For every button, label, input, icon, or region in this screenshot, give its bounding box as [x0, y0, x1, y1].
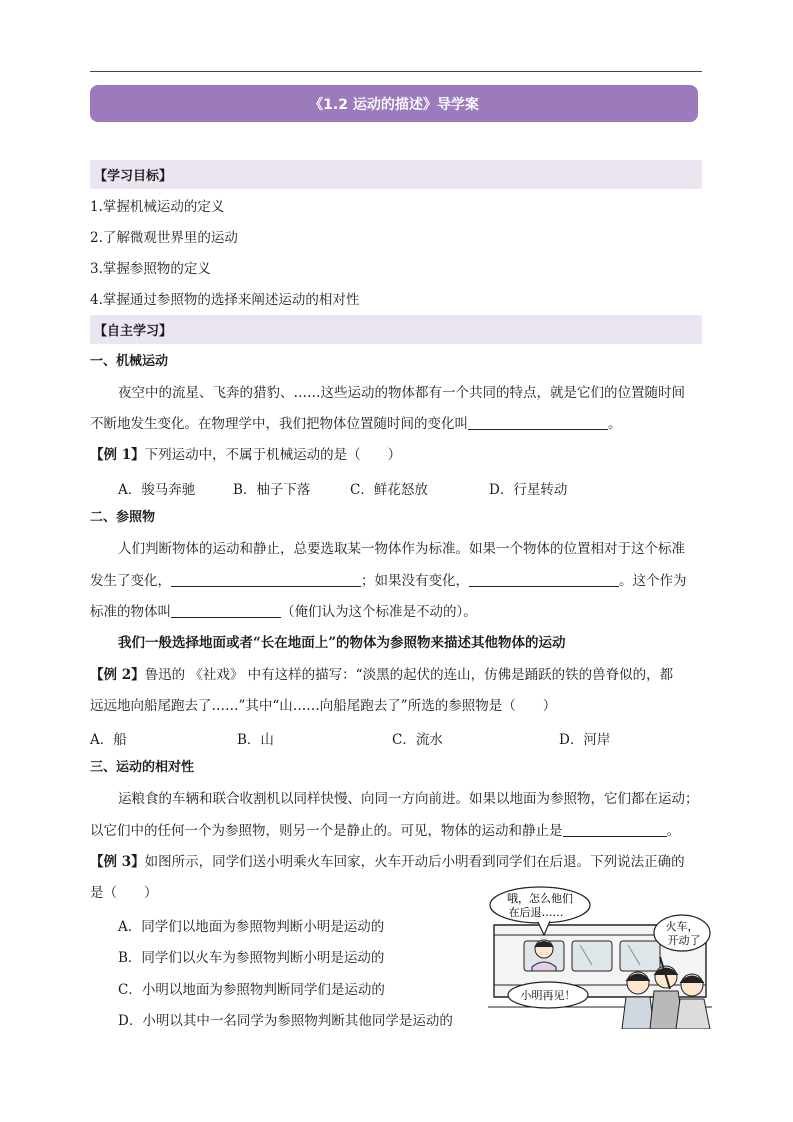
fill-blank[interactable] — [563, 823, 667, 837]
paragraph-text: 不断地发生变化。在物理学中，我们把物体位置随时间的变化叫 — [90, 416, 468, 432]
option-c: C．流水 — [392, 732, 443, 748]
header-rule — [90, 71, 702, 72]
option-d: D．行星转动 — [489, 482, 568, 498]
objective-item: 4.掌握通过参照物的选择来阐述运动的相对性 — [90, 292, 360, 308]
example-2-question — [90, 666, 673, 684]
section-header-objectives — [90, 160, 702, 189]
objective-item: 2.了解微观世界里的运动 — [90, 230, 238, 246]
heading-relativity: 三、运动的相对性 — [90, 760, 195, 775]
option-d: D．河岸 — [559, 732, 611, 748]
section-header-objectives-text: 【学习目标】 — [94, 169, 173, 184]
option-b: B．山 — [237, 732, 274, 748]
paragraph-line — [90, 415, 622, 433]
fill-blank[interactable] — [468, 416, 608, 430]
option-d: D．小明以其中一名同学为参照物判断其他同学是运动的 — [118, 1013, 453, 1029]
bubble-text: 哦，怎么他们 — [507, 892, 573, 905]
page-title-text: 《1.2 运动的描述》导学案 — [309, 96, 479, 113]
paragraph-line: 运粮食的车辆和联合收割机以同样快慢、向同一方向前进。如果以地面为参照物，它们都在运动； — [118, 791, 699, 807]
option-a: A．同学们以地面为参照物判断小明是运动的 — [118, 919, 385, 935]
train-farewell-illustration — [488, 885, 712, 1029]
paragraph-text: ；如果没有变化， — [361, 573, 469, 589]
bubble-text: 小明再见！ — [520, 989, 576, 1002]
section-header-self-study — [90, 315, 702, 344]
example-tag: 【例 2】 — [90, 667, 145, 683]
bubble-text: 在后退…… — [508, 906, 564, 919]
fill-blank[interactable] — [469, 573, 619, 587]
heading-mechanical-motion: 一、机械运动 — [90, 354, 169, 369]
paragraph-line — [90, 603, 477, 621]
paragraph-text: 。 — [666, 823, 680, 839]
example-text: 鲁迅的 《社戏》 中有这样的描写：“淡黑的起伏的连山，仿佛是踊跃的铁的兽脊似的，都 — [144, 667, 674, 683]
paragraph-line — [90, 822, 680, 840]
example-2-question-cont: 远远地向船尾跑去了……”其中“山……向船尾跑去了”所选的参照物是（ ） — [90, 698, 557, 714]
example-tag: 【例 1】 — [90, 447, 145, 463]
paragraph-text: 以它们中的任何一个为参照物，则另一个是静止的。可见，物体的运动和静止是 — [90, 823, 563, 839]
example-3-question — [90, 853, 685, 871]
example-tag: 【例 3】 — [90, 854, 145, 870]
fill-blank[interactable] — [171, 573, 361, 587]
fill-blank[interactable] — [171, 604, 281, 618]
option-a: A．骏马奔驰 — [118, 482, 196, 498]
option-c: C．小明以地面为参照物判断同学们是运动的 — [118, 982, 385, 998]
paragraph-text: 。 — [608, 416, 622, 432]
option-b: B．柚子下落 — [233, 482, 311, 498]
paragraph-text: 标准的物体叫 — [90, 604, 171, 620]
paragraph-text: （俺们认为这个标准是不动的）。 — [281, 604, 477, 620]
bubble-text: 火车， — [665, 920, 699, 933]
section-header-self-study-text: 【自主学习】 — [94, 324, 173, 339]
page-title — [90, 85, 698, 122]
objective-item: 3.掌握参照物的定义 — [90, 261, 211, 277]
emphasis-statement: 我们一般选择地面或者“长在地面上”的物体为参照物来描述其他物体的运动 — [118, 635, 566, 651]
paragraph-line: 夜空中的流星、飞奔的猎豹、……这些运动的物体都有一个共同的特点，就是它们的位置随时间 — [118, 385, 685, 401]
example-1-question — [90, 446, 401, 464]
heading-reference-object: 二、参照物 — [90, 510, 156, 525]
paragraph-line — [90, 572, 687, 590]
paragraph-line: 人们判断物体的运动和静止，总要选取某一物体作为标准。如果一个物体的位置相对于这个标准 — [118, 541, 685, 557]
paragraph-text: 发生了变化， — [90, 573, 171, 589]
option-b: B．同学们以火车为参照物判断小明是运动的 — [118, 950, 385, 966]
option-c: C．鲜花怒放 — [350, 482, 428, 498]
objective-item: 1.掌握机械运动的定义 — [90, 199, 225, 215]
example-text: 下列运动中，不属于机械运动的是（ ） — [144, 447, 402, 463]
example-text: 如图所示，同学们送小明乘火车回家，火车开动后小明看到同学们在后退。下列说法正确的 — [144, 854, 685, 870]
example-3-question-cont: 是（ ） — [90, 885, 158, 901]
option-a: A．船 — [90, 732, 127, 748]
bubble-text: 开动了 — [667, 934, 701, 947]
paragraph-text: 。这个作为 — [619, 573, 687, 589]
